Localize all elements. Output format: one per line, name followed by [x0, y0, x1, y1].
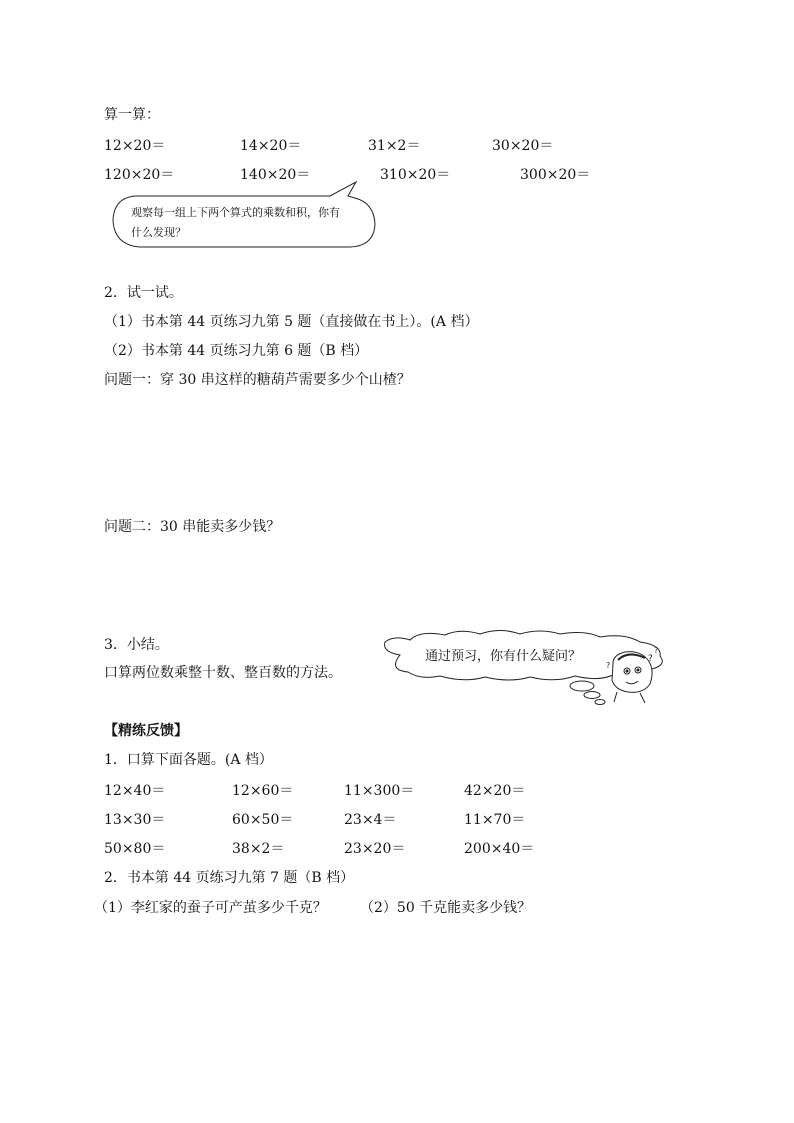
calc-item: 140×20＝: [240, 167, 311, 183]
question-text: 问题一：穿 30 串这样的糖葫芦需要多少个山楂？: [104, 372, 411, 388]
calc-item: 14×20＝: [240, 138, 302, 154]
calc-item: 12×20＝: [104, 138, 166, 154]
practice-calc: 11×300＝: [344, 783, 415, 799]
practice-calc: 60×50＝: [232, 812, 294, 828]
practice-calc: 11×70＝: [464, 812, 526, 828]
svg-text:?: ?: [654, 646, 659, 655]
calc-item: 310×20＝: [380, 167, 451, 183]
svg-text:?: ?: [648, 654, 653, 664]
practice-calc: 38×2＝: [232, 841, 285, 857]
calc-item: 120×20＝: [104, 167, 175, 183]
practice-calc: 42×20＝: [464, 783, 526, 799]
calc-item: 30×20＝: [492, 138, 554, 154]
practice-calc: 12×60＝: [232, 783, 294, 799]
calc-item: 300×20＝: [520, 167, 591, 183]
section-heading: 3．小结。: [104, 637, 169, 653]
exercise-item: （2）书本第 44 页练习九第 6 题（B 档）: [104, 343, 369, 359]
cloud-text: 通过预习，你有什么疑问？: [425, 649, 582, 664]
practice-q1-heading: 1．口算下面各题。(A 档）: [104, 752, 273, 768]
bubble-text-line1: 观察每一组上下两个算式的乘数和积，你有: [131, 206, 340, 219]
svg-text:?: ?: [606, 661, 611, 670]
practice-calc: 13×30＝: [104, 812, 166, 828]
practice-title: 【精练反馈】: [104, 723, 188, 739]
section-heading: 2．试一试。: [104, 285, 183, 301]
practice-calc: 50×80＝: [104, 841, 166, 857]
practice-q2-sub1: （1）李红家的蚕子可产茧多少千克？: [94, 900, 327, 916]
calc-item: 31×2＝: [368, 138, 421, 154]
practice-calc: 23×4＝: [344, 812, 397, 828]
practice-calc: 200×40＝: [464, 841, 535, 857]
practice-q2-heading: 2．书本第 44 页练习九第 7 题（B 档）: [104, 870, 355, 886]
exercise-item: （1）书本第 44 页练习九第 5 题（直接做在书上）。(A 档）: [104, 314, 479, 330]
practice-q2-sub2: （2）50 千克能卖多少钱？: [360, 900, 532, 916]
bubble-text-line2: 什么发现？: [131, 226, 186, 239]
summary-text: 口算两位数乘整十数、整百数的方法。: [104, 665, 342, 681]
practice-calc: 12×40＝: [104, 783, 166, 799]
section-title: 算一算：: [104, 107, 160, 123]
practice-calc: 23×20＝: [344, 841, 406, 857]
question-text: 问题二：30 串能卖多少钱？: [104, 519, 281, 535]
